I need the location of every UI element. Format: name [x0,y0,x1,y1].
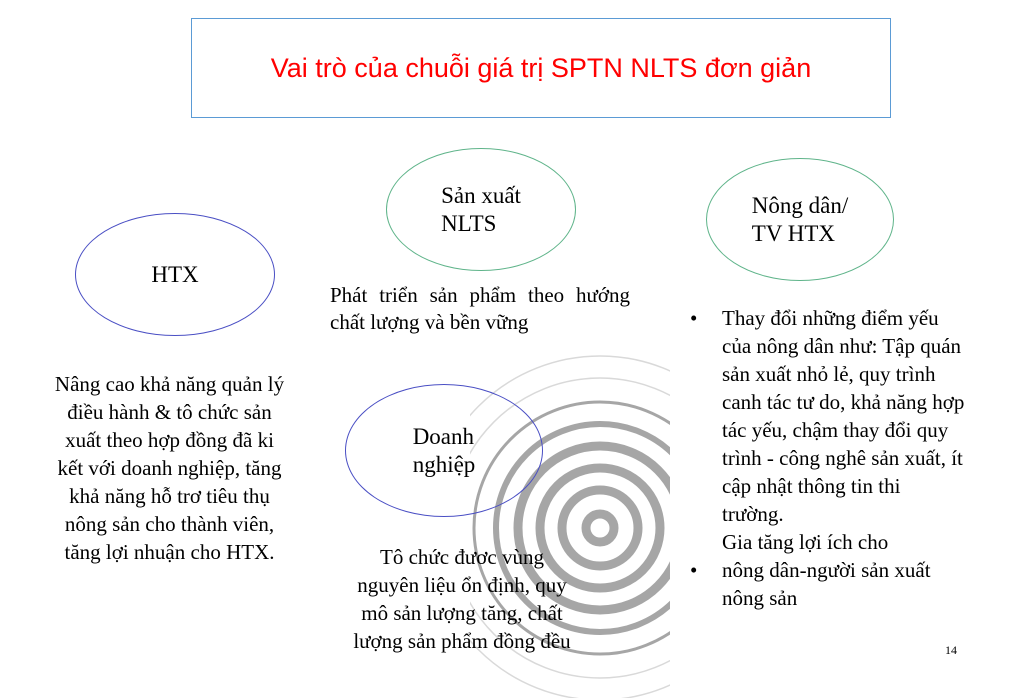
doanh-nghiep-description: Tô chức đươc vùng nguyên liệu ổn định, quy mô sản lượng tăng, chất lượng sản phẩm đồng đều [353,545,571,653]
ring [586,514,614,542]
title-box [191,18,891,118]
page-number: 14 [945,643,957,657]
bullet-text-2: nông dân-người sản xuất nông sản [722,558,931,610]
ring [562,490,638,566]
htx-label: HTX [151,261,199,287]
bullet-text-1: Thay đổi những điểm yếu của nông dân như: Tập quán sản xuất nhỏ lẻ, quy trình canh tác tư do, khả năng hợp tác yếu, chậm thay đổi quy trình - công nghê sản xuất, ít cập nhật thông tin thi trường. [722,306,965,526]
htx-description: Nâng cao khả năng quản lý điều hành & tô chức sản xuất theo hợp đồng đã ki kết với doanh nghiệp, tăng khả năng hỗ trơ tiêu thụ nông sản cho thành viên, tăng lợi nhuận cho HTX. [54,372,285,564]
nong-dan-ellipse [706,158,894,281]
san-xuat-ellipse [386,148,576,271]
bullet-icon: • [690,558,698,582]
nong-dan-label: Nông dân/ TV HTX [751,192,849,246]
bullet-icon: • [690,306,698,330]
list-item [690,304,965,528]
htx-ellipse [75,213,275,336]
doanh-nghiep-label: Doanh nghiệp [412,423,476,477]
san-xuat-description: Phát triển sản phẩm theo hướng chất lượng và bền vững [330,283,630,334]
list-item [690,556,965,612]
doanh-nghiep-ellipse [345,384,543,517]
slide-title: Vai trò của chuỗi giá trị SPTN NLTS đơn giản [270,52,812,83]
san-xuat-label: Sản xuất NLTS [441,182,521,236]
nong-dan-bullet-list [690,304,965,612]
bullet-continuation: Gia tăng lợi ích cho [722,530,889,554]
